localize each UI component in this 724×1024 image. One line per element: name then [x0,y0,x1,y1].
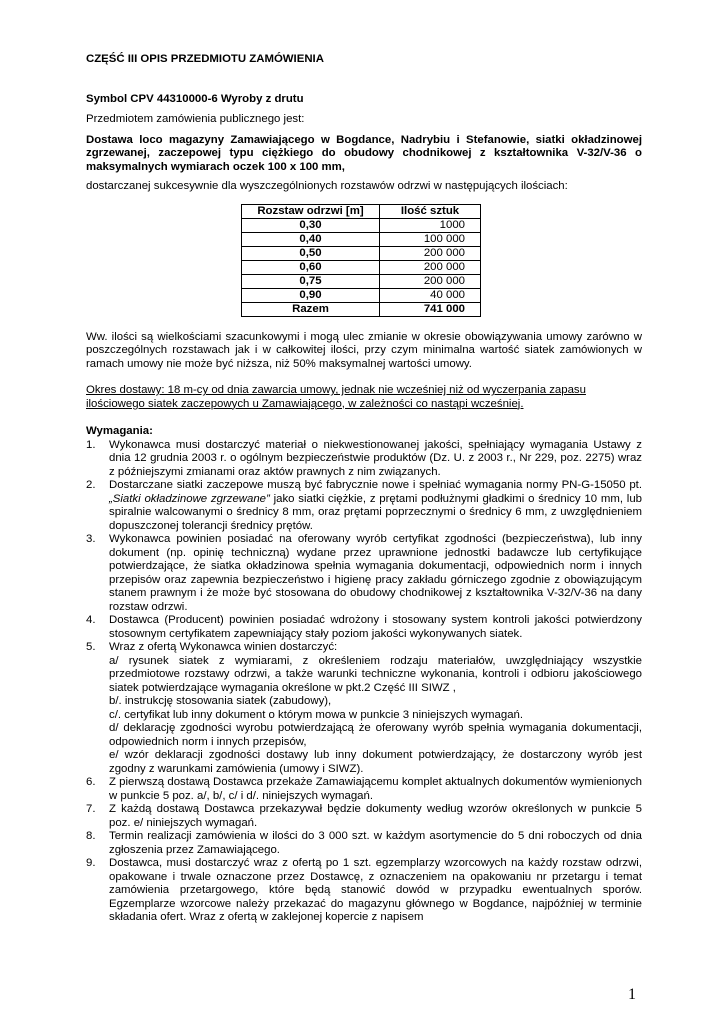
quantity-table [241,204,481,317]
table-row [242,260,481,274]
item-text: Z pierwszą dostawą Dostawca przekaże Zamawiającemu komplet aktualnych dokumentów wymienionych w punkcie 5 poz. a/, b/, c/ i d/. niniejszych wymagań. [109,776,642,802]
delivery-note: dostarczanej sukcesywnie dla wyszczególnionych rozstawów odrzwi w następujących ilościach: [86,180,568,192]
item-text: Wraz z ofertą Wykonawca winien dostarczyć: [109,641,338,653]
cpv-code: Symbol CPV 44310000-6 Wyroby z drutu [86,92,304,105]
spacing-cell: 0,50 [242,246,380,260]
item-text: Termin realizacji zamówienia w ilości do 3 000 szt. w każdym asortymencie do 5 dni roboczych od dnia zgłoszenia przez Zamawiającego. [109,830,642,856]
page-number: 1 [628,986,636,1003]
sub-item: d/ deklarację zgodności wyrobu potwierdzającą że oferowany wyrób spełnia wymagania dokumentacji, odpowiednich norm i innych przepisów, [109,722,642,748]
subject-intro: Przedmiotem zamówienia publicznego jest: [86,113,305,125]
total-label: Razem [242,302,380,316]
table-row [242,218,481,232]
norm-title: „Siatki okładzinowe zgrzewane” [109,492,270,505]
total-value: 741 000 [380,302,481,316]
requirement-item [86,776,642,803]
qty-cell: 200 000 [380,260,481,274]
table-header-qty: Ilość sztuk [380,204,481,218]
sub-item: b/. instrukcję stosowania siatek (zabudowy), [109,695,332,707]
sub-item: e/ wzór deklaracji zgodności dostawy lub inny dokument potwierdzający, że dostarczony wyrób jest zgodny z warunkami zamówienia (umowy i SIWZ). [109,749,642,775]
table-total-row [242,302,481,316]
delivery-period: Okres dostawy: 18 m-cy od dnia zawarcia umowy, jednak nie wcześniej niż od wyczerpania zapasu ilościowego siatek zaczepowych u Zamawiającego, w zależności co nastąpi wcześniej. [86,384,586,410]
qty-cell: 100 000 [380,232,481,246]
sub-item: a/ rysunek siatek z wymiarami, z określeniem rodzaju materiałów, uwzględniający wszystkie przedmiotowe rozstawy odrzwi, a także warunki techniczne wykonania, kontroli i odbioru jakościowego siatek potwierdzające wymagania określone w pkt.2 Część III SIWZ , [109,654,642,694]
table-row [242,274,481,288]
item-number: 4. [86,614,96,626]
item-text: Wykonawca musi dostarczyć materiał o niekwestionowanej jakości, spełniający wymagania Ustawy z dnia 12 grudnia 2003 r. o ogólnym bezpieczeństwie produktów (Dz. U. z 2003 r., Nr 229, poz. 2275) wraz z późniejszymi zmianami oraz aktów prawnych z nim związanych. [109,438,642,478]
spacing-cell: 0,60 [242,260,380,274]
requirement-item [86,803,642,830]
requirements-title: Wymagania: [86,425,153,437]
table-header-spacing: Rozstaw odrzwi [m] [242,204,380,218]
table-row [242,232,481,246]
item-text: Dostarczane siatki zaczepowe muszą być fabrycznie nowe i spełniać wymagania normy PN-G-15050 pt. [109,479,642,491]
requirement-item [86,439,642,480]
item-text: Z każdą dostawą Dostawca przekazywał będzie dokumenty według wzorów określonych w punkcie 5 poz. e/ niniejszych wymagań. [109,803,642,829]
subject-description: Dostawa loco magazyny Zamawiającego w Bogdance, Nadrybiu i Stefanowie, siatki okładzinowej zgrzewanej, zaczepowej typu ciężkiego do obudowy chodnikowej z kształtownika V-32/V-36 o maksymalnych wymiarach oczek 100 x 100 mm, [86,133,642,173]
item-number: 2. [86,479,96,491]
item-text-cont: jako siatki ciężkie, z prętami podłużnymi gładkimi o średnicy 10 mm, lub spiralnie walcowanymi o średnicy 8 mm, oraz prętami poprzecznymi o średnicy 6 mm, z uwzględnieniem dopuszczonej tolerancji średnicy prętów. [109,492,643,532]
requirement-item [86,479,642,533]
item-number: 7. [86,803,96,815]
item-number: 5. [86,641,96,653]
qty-cell: 200 000 [380,274,481,288]
item-number: 9. [86,857,96,869]
document-page [86,48,642,925]
spacing-cell: 0,40 [242,232,380,246]
sub-item: c/. certyfikat lub inny dokument o którym mowa w punkcie 3 niniejszych wymagań. [109,708,524,721]
section-title: CZĘŚĆ III OPIS PRZEDMIOTU ZAMÓWIENIA [86,53,324,65]
spacing-cell: 0,75 [242,274,380,288]
requirement-item [86,533,642,614]
item-number: 3. [86,533,96,545]
table-row [242,288,481,302]
item-text: Dostawca (Producent) powinien posiadać wdrożony i stosowany system kontroli jakości potwierdzony stosownym certyfikatem zapewniający stały poziom jakości wykonywanych siatek. [109,614,642,640]
item-number: 1. [86,438,96,451]
spacing-cell: 0,30 [242,218,380,232]
quantity-note: Ww. ilości są wielkościami szacunkowymi i mogą ulec zmianie w okresie obowiązywania umowy zarówno w poszczególnych rozstawach jak i w całkowitej ilości, przy czym minimalna wartość siatek zamówionych w ramach umowy nie może być niższa, niż 50% maksymalnej wartości umowy. [86,330,642,370]
requirement-item [86,830,642,857]
spacing-cell: 0,90 [242,288,380,302]
requirements-list [86,439,642,925]
requirement-item [86,857,642,925]
qty-cell: 40 000 [380,288,481,302]
qty-cell: 200 000 [380,246,481,260]
item-text: Dostawca, musi dostarczyć wraz z ofertą po 1 szt. egzemplarzy wzorcowych na każdy rozstaw odrzwi, opakowane i trwale oznaczone przez Dostawcę, z oznaczeniem na opakowaniu nr przetargu i temat zamówienia przetargowego, które będą stanowić dowód w przypadku ewentualnych sporów. Egzemplarze wzorcowe należy przekazać do magazynu głównego w Bogdance, najpóźniej w terminie składania ofert. Wraz z ofertą w zaklejonej kopercie z napisem [109,857,642,923]
item-number: 8. [86,830,96,842]
requirement-item [86,641,642,776]
item-text: Wykonawca powinien posiadać na oferowany wyrób certyfikat zgodności (bezpieczeństwa), lub inny dokument (np. opinię techniczną) wydane przez uprawnione jednostki badawcze lub certyfikujące potwierdzające, że siatka okładzinowa spełnia wymagania dokumentacji, odpowiednich norm i innych przepisów oraz zapewnia bezpieczeństwo i higienę pracy zakładu górniczego zgodnie z obowiązującym stanem prawnym i że może być stosowana do obudowy chodnikowej z kształtownika V-32/V-36 na dany rozstaw odrzwi. [109,533,642,613]
qty-cell: 1000 [380,218,481,232]
table-header-row [242,204,481,218]
item-number: 6. [86,776,96,788]
table-row [242,246,481,260]
requirement-item [86,614,642,641]
